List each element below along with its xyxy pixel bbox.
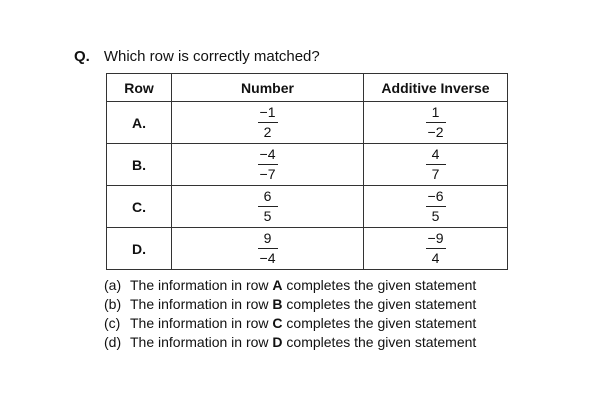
option-label: (d) [104, 334, 122, 350]
option-suffix: completes the given statement [286, 315, 477, 331]
header-number: Number [172, 74, 364, 102]
option-row-letter: A [272, 277, 283, 293]
fraction-bar [426, 206, 446, 207]
option-c[interactable] [104, 314, 476, 333]
option-suffix: completes the given statement [286, 334, 477, 350]
header-row: Row [107, 74, 172, 102]
header-additive-inverse: Additive Inverse [364, 74, 508, 102]
fraction-numerator: −6 [427, 188, 444, 204]
number-cell [172, 102, 364, 144]
option-label: (c) [104, 315, 121, 331]
fraction-bar [426, 164, 446, 165]
number-fraction [258, 189, 278, 224]
option-row-letter: D [272, 334, 283, 350]
fraction-numerator: 6 [263, 188, 272, 204]
fraction-bar [258, 164, 278, 165]
option-prefix: The information in row [130, 315, 269, 331]
number-cell [172, 228, 364, 270]
inverse-cell [364, 186, 508, 228]
fraction-denominator: −4 [259, 250, 276, 266]
option-label: (b) [104, 296, 122, 312]
option-row-letter: B [272, 296, 283, 312]
fraction-bar [258, 248, 278, 249]
fraction-denominator: 7 [431, 166, 440, 182]
table-header-row [107, 74, 508, 102]
inverse-fraction [426, 105, 446, 140]
fraction-denominator: 5 [431, 208, 440, 224]
inverse-cell [364, 144, 508, 186]
table-row [107, 186, 508, 228]
option-b[interactable] [104, 295, 476, 314]
fraction-numerator: −9 [427, 230, 444, 246]
inverse-cell [364, 228, 508, 270]
option-a[interactable] [104, 276, 476, 295]
fraction-bar [426, 248, 446, 249]
question [74, 48, 320, 65]
fraction-denominator: −7 [259, 166, 276, 182]
fraction-denominator: 5 [263, 208, 272, 224]
table-row [107, 102, 508, 144]
option-suffix: completes the given statement [286, 277, 477, 293]
fraction-denominator: 4 [431, 250, 440, 266]
inverse-fraction [426, 147, 446, 182]
fraction-numerator: 9 [263, 230, 272, 246]
number-cell [172, 144, 364, 186]
option-prefix: The information in row [130, 277, 269, 293]
option-suffix: completes the given statement [286, 296, 477, 312]
number-fraction [258, 147, 278, 182]
inverse-fraction [426, 189, 446, 224]
fraction-bar [426, 122, 446, 123]
fraction-denominator: 2 [263, 124, 272, 140]
row-label: C. [107, 186, 172, 228]
option-label: (a) [104, 277, 122, 293]
question-text: Which row is correctly matched? [103, 48, 320, 65]
inverse-fraction [426, 231, 446, 266]
match-table [106, 73, 508, 270]
fraction-numerator: 4 [431, 146, 440, 162]
table-row [107, 228, 508, 270]
inverse-cell [364, 102, 508, 144]
fraction-numerator: 1 [431, 104, 440, 120]
row-label: D. [107, 228, 172, 270]
number-fraction [258, 231, 278, 266]
option-prefix: The information in row [130, 296, 269, 312]
option-d[interactable] [104, 333, 476, 352]
number-fraction [258, 105, 278, 140]
fraction-bar [258, 122, 278, 123]
fraction-numerator: −1 [259, 104, 276, 120]
table-row [107, 144, 508, 186]
answer-options [104, 276, 476, 352]
fraction-numerator: −4 [259, 146, 276, 162]
option-row-letter: C [272, 315, 283, 331]
option-prefix: The information in row [130, 334, 269, 350]
number-cell [172, 186, 364, 228]
question-label: Q. [74, 48, 90, 65]
fraction-denominator: −2 [427, 124, 444, 140]
row-label: A. [107, 102, 172, 144]
fraction-bar [258, 206, 278, 207]
row-label: B. [107, 144, 172, 186]
